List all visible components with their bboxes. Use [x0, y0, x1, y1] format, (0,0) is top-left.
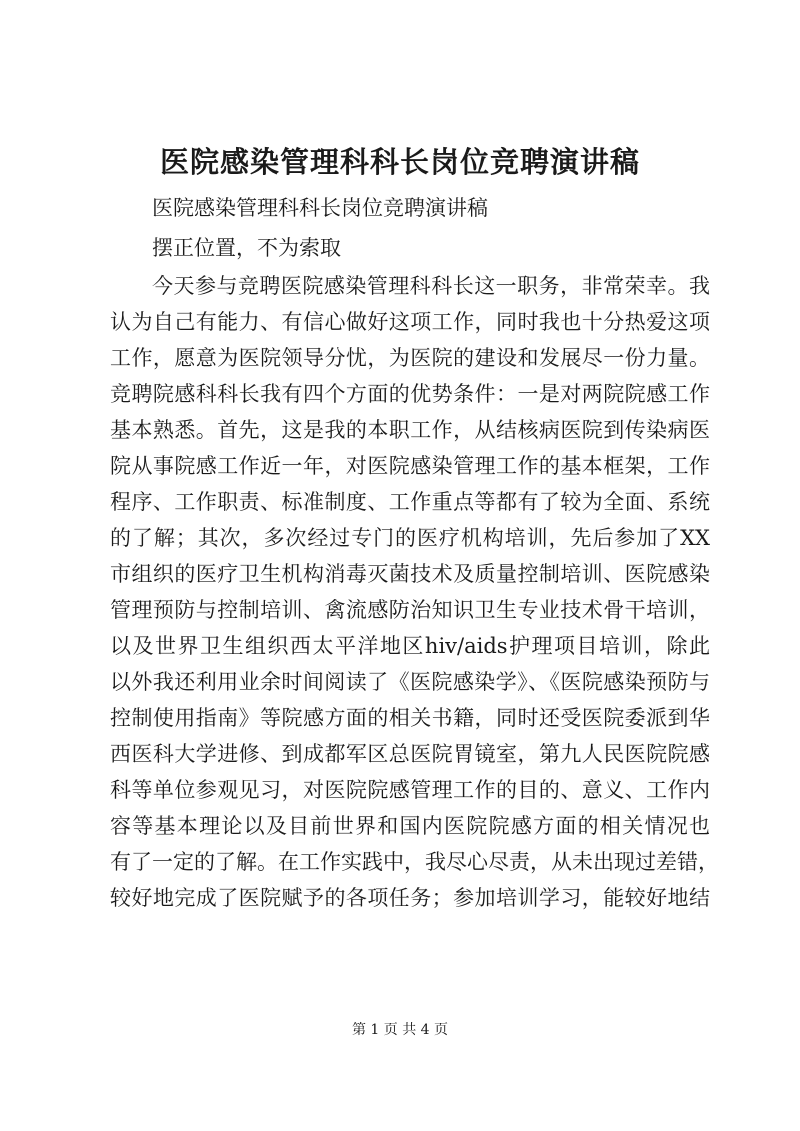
body-line: 竞聘院感科科长我有四个方面的优势条件：一是对两院院感工作 — [110, 382, 710, 406]
body-line: 较好地完成了医院赋予的各项任务；参加培训学习，能较好地结 — [110, 886, 710, 910]
body-line: 控制使用指南》等院感方面的相关书籍，同时还受医院委派到华 — [110, 706, 710, 730]
body-line: 工作，愿意为医院领导分忧，为医院的建设和发展尽一份力量。 — [110, 346, 710, 370]
page-number-footer: 第 1 页 共 4 页 — [351, 1022, 449, 1038]
body-line: 基本熟悉。首先，这是我的本职工作，从结核病医院到传染病医 — [110, 418, 710, 442]
body-line: 科等单位参观见习，对医院院感管理工作的目的、意义、工作内 — [110, 778, 710, 802]
body-line: 以外我还利用业余时间阅读了《医院感染学》、《医院感染预防与 — [110, 670, 710, 694]
section-heading: 摆正位置，不为索取 — [152, 236, 341, 260]
body-line: 市组织的医疗卫生机构消毒灭菌技术及质量控制培训、医院感染 — [110, 562, 710, 586]
body-line: 认为自己有能力、有信心做好这项工作，同时我也十分热爱这项 — [110, 310, 710, 334]
body-line: 程序、工作职责、标准制度、工作重点等都有了较为全面、系统 — [110, 490, 710, 514]
document-title: 医院感染管理科科长岗位竞聘演讲稿 — [159, 145, 640, 179]
body-line: 以及世界卫生组织西太平洋地区hiv/aids护理项目培训，除此 — [110, 634, 710, 658]
body-line: 的了解；其次，多次经过专门的医疗机构培训，先后参加了XX — [110, 526, 710, 550]
body-line: 容等基本理论以及目前世界和国内医院院感方面的相关情况也 — [110, 814, 710, 838]
body-line: 有了一定的了解。在工作实践中，我尽心尽责，从未出现过差错， — [110, 850, 719, 874]
body-line: 管理预防与控制培训、禽流感防治知识卫生专业技术骨干培训， — [110, 598, 710, 622]
subtitle-line: 医院感染管理科科长岗位竞聘演讲稿 — [152, 196, 488, 220]
body-line: 西医科大学进修、到成都军区总医院胃镜室，第九人民医院院感 — [110, 742, 710, 766]
body-line: 院从事院感工作近一年，对医院感染管理工作的基本框架，工作 — [110, 454, 710, 478]
body-line: 今天参与竞聘医院感染管理科科长这一职务，非常荣幸。我 — [152, 274, 710, 298]
